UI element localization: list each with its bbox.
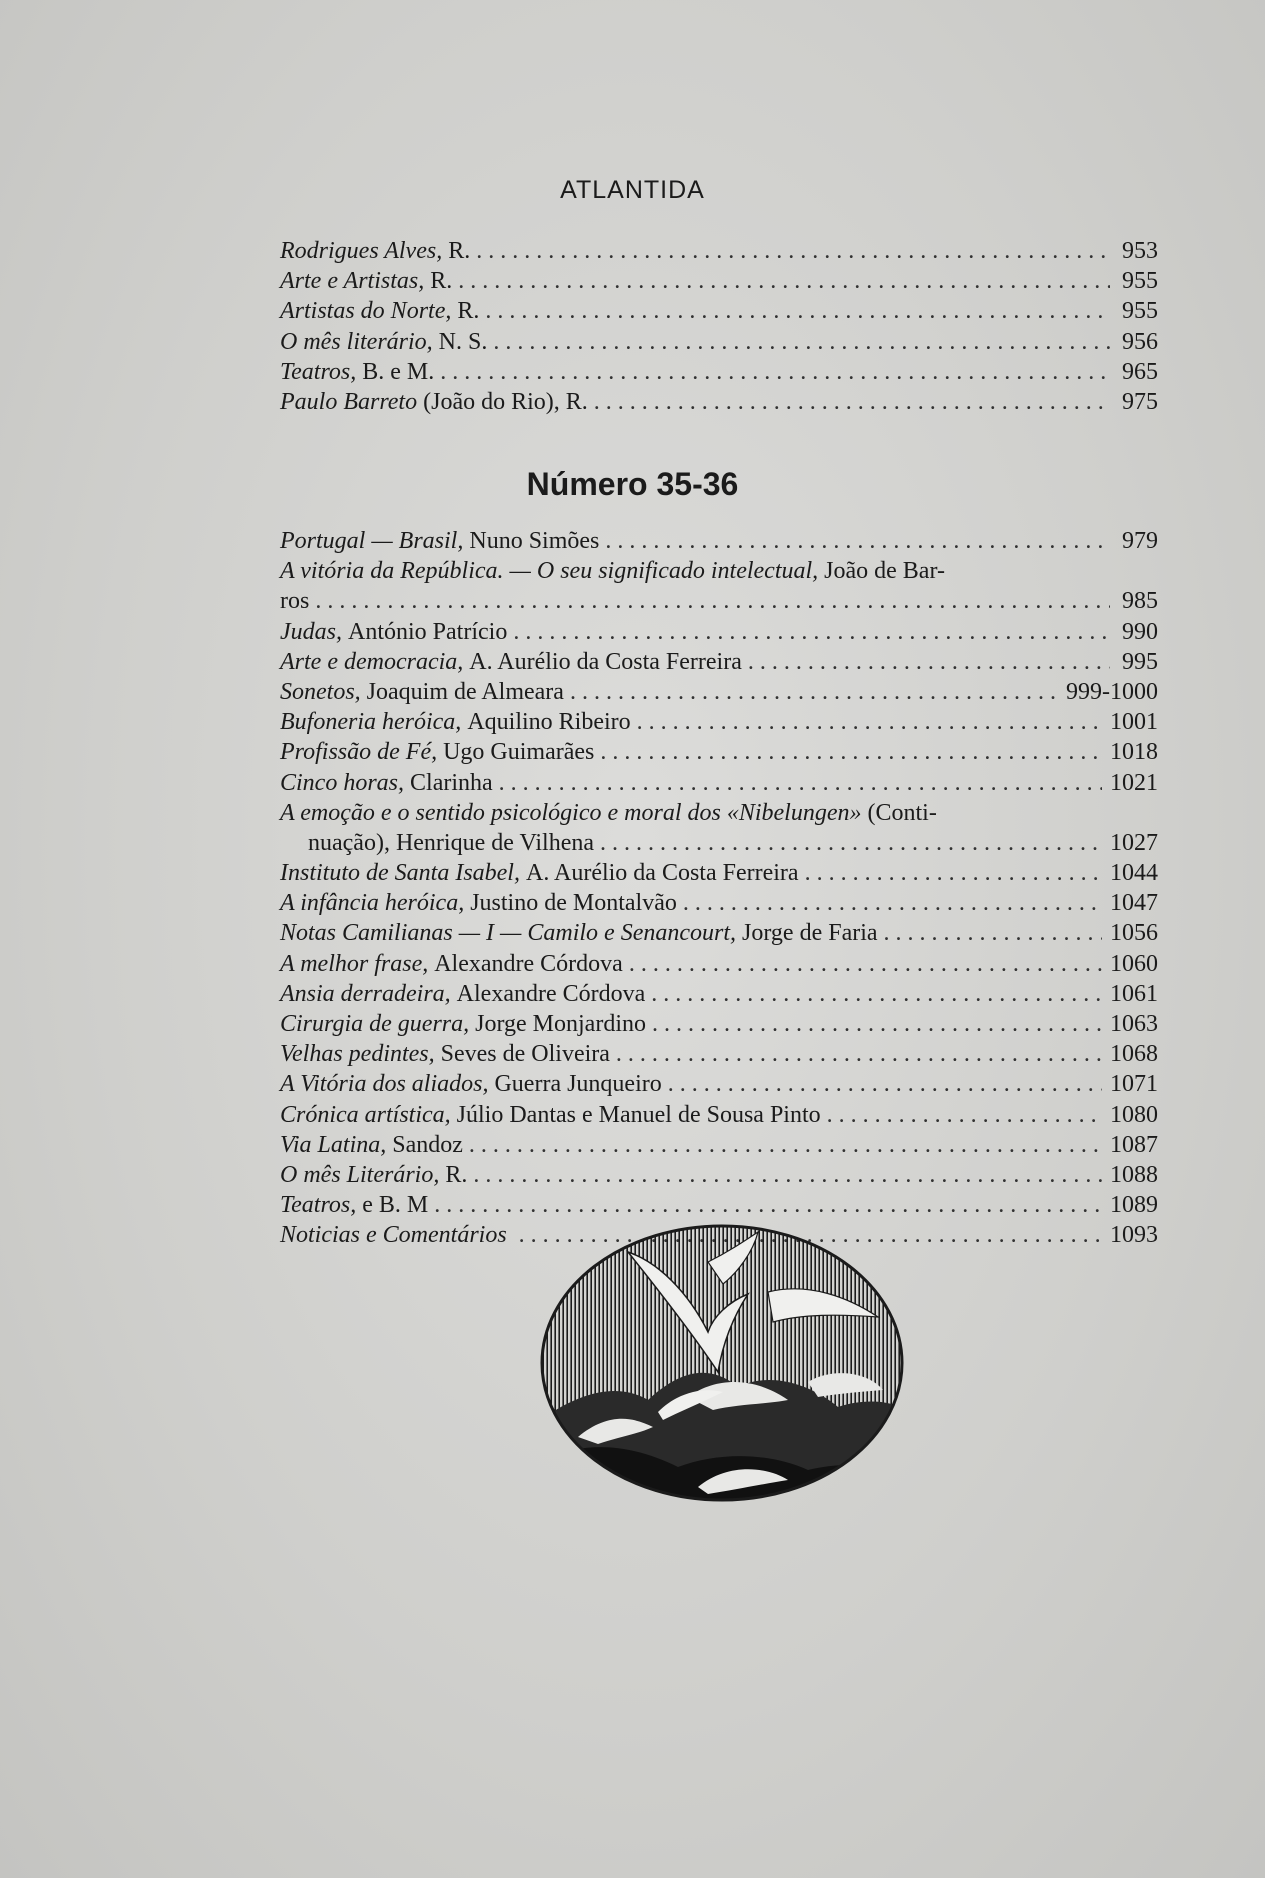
toc-entry xyxy=(280,1069,1158,1099)
toc-entry xyxy=(280,949,1158,979)
entry-author: R. xyxy=(430,268,453,295)
entry-title: Rodrigues Alves, xyxy=(280,238,443,264)
leader-dots xyxy=(485,296,1110,326)
entry-title: Arte e democracia, xyxy=(280,648,464,675)
entry-page: 975 xyxy=(1122,388,1158,415)
toc-entry-continuation xyxy=(280,586,1158,616)
entry-page: 955 xyxy=(1122,268,1158,295)
entry-author: Alexandre Córdova xyxy=(456,980,646,1007)
toc-entry xyxy=(280,647,1158,677)
entry-page: 1080 xyxy=(1110,1101,1158,1128)
toc-entry xyxy=(280,236,1158,266)
entry-author: A. Aurélio da Costa Ferreira xyxy=(469,648,742,675)
leader-dots xyxy=(473,1160,1102,1190)
entry-title: Instituto de Santa Isabel, xyxy=(280,860,520,887)
entry-author: Justino de Montalvão xyxy=(470,890,677,917)
leader-dots xyxy=(629,949,1102,979)
toc-entry xyxy=(280,918,1158,948)
entry-title: A infância heróica, xyxy=(280,890,465,917)
entry-title: Cirurgia de guerra, xyxy=(280,1011,470,1037)
entry-author: Júlio Dantas e Manuel de Sousa Pinto xyxy=(456,1101,821,1128)
running-head: ATLANTIDA xyxy=(560,176,705,204)
leader-dots xyxy=(605,526,1110,556)
leader-dots xyxy=(469,1130,1102,1160)
toc-entry xyxy=(280,296,1158,326)
toc-entry xyxy=(280,888,1158,918)
toc-entry xyxy=(280,768,1158,798)
leader-dots xyxy=(493,327,1110,357)
entry-page: 1047 xyxy=(1110,890,1158,917)
entry-page: 1056 xyxy=(1110,920,1158,947)
entry-page: 1068 xyxy=(1110,1041,1158,1068)
entry-title: Bufoneria heróica, xyxy=(280,709,462,736)
entry-author: N. S. xyxy=(438,328,488,355)
leader-dots xyxy=(594,387,1110,417)
entry-title: A vitória da República. — O seu significado intelectual, xyxy=(280,558,819,585)
leader-dots xyxy=(513,617,1110,647)
entry-author: (João do Rio), R. xyxy=(423,388,588,415)
entry-author: A. Aurélio da Costa Ferreira xyxy=(525,860,799,887)
toc-entry xyxy=(280,1039,1158,1069)
leader-dots xyxy=(683,888,1102,918)
entry-author: R. xyxy=(445,1161,468,1188)
toc-entry xyxy=(280,979,1158,1009)
leader-dots xyxy=(600,828,1102,858)
entry-page: 1061 xyxy=(1110,980,1158,1007)
entry-author: Nuno Simões xyxy=(469,528,600,554)
section-heading: Número 35-36 xyxy=(526,466,739,502)
entry-author: (Conti- xyxy=(867,799,937,826)
leader-dots xyxy=(499,768,1102,798)
entry-page: 985 xyxy=(1122,588,1158,615)
toc-entry-line xyxy=(280,798,1158,828)
entry-title: Paulo Barreto xyxy=(280,388,418,415)
leader-dots xyxy=(668,1069,1102,1099)
entry-page: 999-1000 xyxy=(1066,678,1158,705)
entry-title: Arte e Artistas, xyxy=(280,268,425,295)
entry-author: Sandoz xyxy=(392,1131,463,1158)
entry-page: 1044 xyxy=(1110,860,1158,887)
leader-dots xyxy=(434,1190,1102,1220)
entry-author: Alexandre Córdova xyxy=(434,950,623,977)
entry-page: 1018 xyxy=(1110,739,1158,766)
toc-entry xyxy=(280,1190,1158,1220)
leader-dots xyxy=(637,707,1102,737)
entry-page: 990 xyxy=(1122,618,1158,645)
entry-title: Teatros, xyxy=(280,1192,357,1219)
toc-section-1 xyxy=(280,236,1158,417)
entry-author: Ugo Guimarães xyxy=(443,739,595,766)
toc-entry xyxy=(280,1009,1158,1039)
toc-entry xyxy=(280,617,1158,647)
entry-title: Crónica artística, xyxy=(280,1101,451,1128)
toc-entry xyxy=(280,1130,1158,1160)
entry-author: R. xyxy=(448,238,471,264)
entry-page: 1001 xyxy=(1110,709,1158,736)
entry-title: Ansia derradeira, xyxy=(280,980,451,1007)
entry-page: 965 xyxy=(1122,358,1158,385)
entry-page: 1093 xyxy=(1110,1222,1158,1249)
entry-title: A melhor frase, xyxy=(280,950,429,977)
entry-author: Clarinha xyxy=(410,769,493,796)
entry-page: 1087 xyxy=(1110,1131,1158,1158)
entry-page: 953 xyxy=(1122,238,1158,264)
entry-author: B. e M. xyxy=(362,358,435,385)
toc-entry xyxy=(280,1100,1158,1130)
entry-page: 1027 xyxy=(1110,829,1158,856)
toc-entry xyxy=(280,266,1158,296)
entry-title: Notas Camilianas — I — Camilo e Senancourt, xyxy=(280,920,737,947)
entry-page: 1088 xyxy=(1110,1161,1158,1188)
leader-dots xyxy=(570,677,1058,707)
toc-entry xyxy=(280,737,1158,767)
leader-dots xyxy=(600,737,1102,767)
entry-page: 1063 xyxy=(1110,1011,1158,1037)
entry-author: Jorge Monjardino xyxy=(475,1011,646,1037)
toc-entry xyxy=(280,858,1158,888)
entry-author: nuação), Henrique de Vilhena xyxy=(308,829,594,856)
toc-entry xyxy=(280,1160,1158,1190)
toc-entry xyxy=(280,387,1158,417)
entry-author: António Patrício xyxy=(348,618,508,645)
entry-page: 1089 xyxy=(1110,1192,1158,1219)
entry-title: O mês Literário, xyxy=(280,1161,440,1188)
entry-title: Sonetos, xyxy=(280,678,361,705)
entry-title: Artistas do Norte, xyxy=(280,298,452,325)
entry-author: Guerra Junqueiro xyxy=(494,1071,662,1098)
entry-title: A Vitória dos aliados, xyxy=(280,1071,489,1098)
entry-title: Judas, xyxy=(280,618,342,645)
entry-page: 1071 xyxy=(1110,1071,1158,1098)
entry-title: Velhas pedintes, xyxy=(280,1041,435,1068)
entry-author: Aquilino Ribeiro xyxy=(467,709,631,736)
circle-with-birds-over-waves-icon xyxy=(538,1222,906,1504)
leader-dots xyxy=(315,586,1110,616)
leader-dots xyxy=(476,236,1110,266)
leader-dots xyxy=(884,918,1102,948)
toc-entry-line xyxy=(280,556,1158,586)
entry-title: Profissão de Fé, xyxy=(280,739,438,766)
entry-page: 955 xyxy=(1122,298,1158,325)
leader-dots xyxy=(651,979,1102,1009)
entry-author: R. xyxy=(457,298,480,325)
entry-title: Teatros, xyxy=(280,358,357,385)
toc-entry xyxy=(280,327,1158,357)
toc-entry xyxy=(280,707,1158,737)
entry-page: 995 xyxy=(1122,648,1158,675)
entry-page: 956 xyxy=(1122,328,1158,355)
toc-entry xyxy=(280,526,1158,556)
entry-title: Cinco horas, xyxy=(280,769,405,796)
entry-title: A emoção e o sentido psicológico e moral dos «Nibelungen» xyxy=(280,799,862,826)
entry-title: Portugal — Brasil, xyxy=(280,528,464,554)
leader-dots xyxy=(440,357,1110,387)
entry-author: Jorge de Faria xyxy=(742,920,878,947)
entry-page: 1021 xyxy=(1110,769,1158,796)
toc-entry xyxy=(280,677,1158,707)
entry-title: Via Latina, xyxy=(280,1131,387,1158)
toc-entry xyxy=(280,357,1158,387)
leader-dots xyxy=(805,858,1102,888)
leader-dots xyxy=(827,1100,1102,1130)
entry-author: ros xyxy=(280,588,310,615)
toc-section-2 xyxy=(280,526,1158,1251)
entry-title: O mês literário, xyxy=(280,328,433,355)
entry-author: Joaquim de Almeara xyxy=(366,678,564,705)
entry-author: João de Bar- xyxy=(824,558,945,585)
toc-entry-continuation xyxy=(280,828,1158,858)
entry-page: 1060 xyxy=(1110,950,1158,977)
leader-dots xyxy=(748,647,1110,677)
entry-author: Seves de Oliveira xyxy=(440,1041,610,1068)
leader-dots xyxy=(652,1009,1102,1039)
leader-dots xyxy=(616,1039,1102,1069)
entry-page: 979 xyxy=(1122,528,1158,554)
entry-title: Noticias e Comentários xyxy=(280,1222,507,1249)
entry-author: e B. M xyxy=(362,1192,429,1219)
leader-dots xyxy=(458,266,1110,296)
